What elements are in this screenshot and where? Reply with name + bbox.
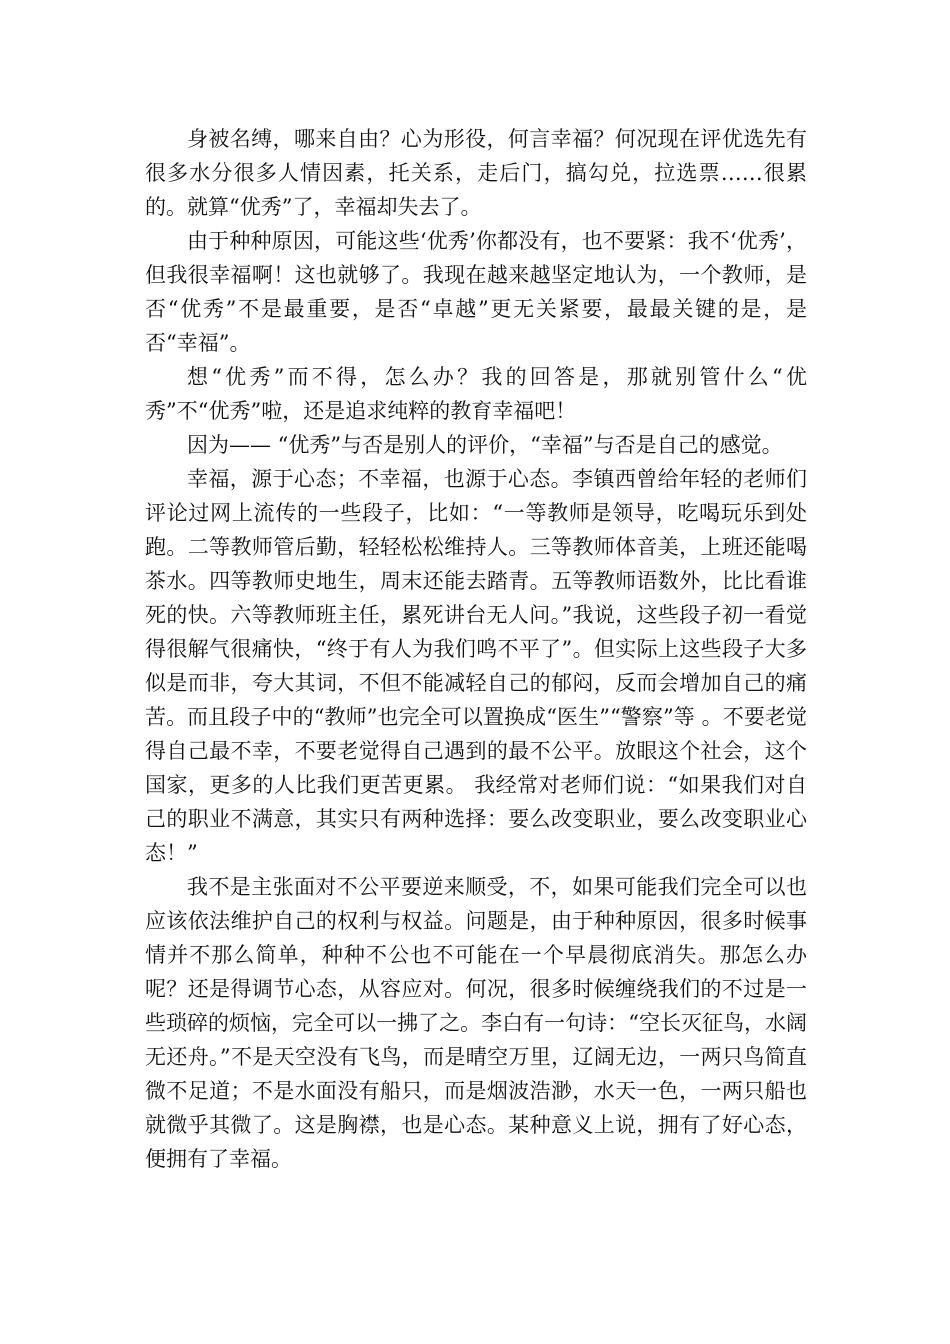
paragraph-3: 想“优秀”而不得，怎么办？我的回答是，那就别管什么“优秀”不“优秀”啦，还是追求纯粹的教育幸福吧！ [145,365,807,423]
paragraph-1: 身被名缚，哪来自由？心为形役，何言幸福？何况现在评优选先有很多水分很多人情因素，托关系，走后门，搞勾兑，拉选票……很累的。就算“优秀”了，幸福却失去了。 [145,127,807,219]
paragraph-2: 由于种种原因，可能这些‘优秀’你都没有，也不要紧：我不‘优秀’，但我很幸福啊！这也就够了。我现在越来越坚定地认为，一个教师，是否“优秀”不是最重要，是否“卓越”更无关紧要，最最关键的是，是否“幸福”。 [145,229,807,355]
document-page [145,122,807,1176]
paragraph-6: 我不是主张面对不公平要逆来顺受，不，如果可能我们完全可以也应该依法维护自己的权利与权益。问题是，由于种种原因，很多时候事情并不那么简单，种种不公也不可能在一个早晨彻底消失。那怎么办呢？还是得调节心态，从容应对。何况，很多时候缠绕我们的不过是一些琐碎的烦恼，完全可以一拂了之。李白有一句诗：“空长灭征鸟，水阔无还舟。”不是天空没有飞鸟，而是晴空万里，辽阔无边，一两只鸟简直微不足道；不是水面没有船只，而是烟波浩渺，水天一色，一两只船也就微乎其微了。这是胸襟，也是心态。某种意义上说，拥有了好心态，便拥有了幸福。 [145,875,807,1171]
paragraph-4: 因为—— “优秀”与否是别人的评价，“幸福”与否是自己的感觉。 [187,433,783,457]
paragraph-5: 幸福，源于心态；不幸福，也源于心态。李镇西曾给年轻的老师们评论过网上流传的一些段子，比如：“一等教师是领导，吃喝玩乐到处跑。二等教师管后勤，轻轻松松维持人。三等教师体音美，上班还能喝茶水。四等教师史地生，周末还能去踏青。五等教师语数外，比比看谁死的快。六等教师班主任，累死讲台无人问。”我说，这些段子初一看觉得很解气很痛快，“终于有人为我们鸣不平了”。但实际上这些段子大多似是而非，夸大其词，不但不能减轻自己的郁闷，反而会增加自己的痛苦。而且段子中的“教师”也完全可以置换成“医生”“警察”等 。不要老觉得自己最不幸，不要老觉得自己遇到的最不公平。放眼这个社会，这个国家，更多的人比我们更苦更累。 我经常对老师们说：“如果我们对自己的职业不满意，其实只有两种选择：要么改变职业，要么改变职业心态！” [145,467,807,865]
